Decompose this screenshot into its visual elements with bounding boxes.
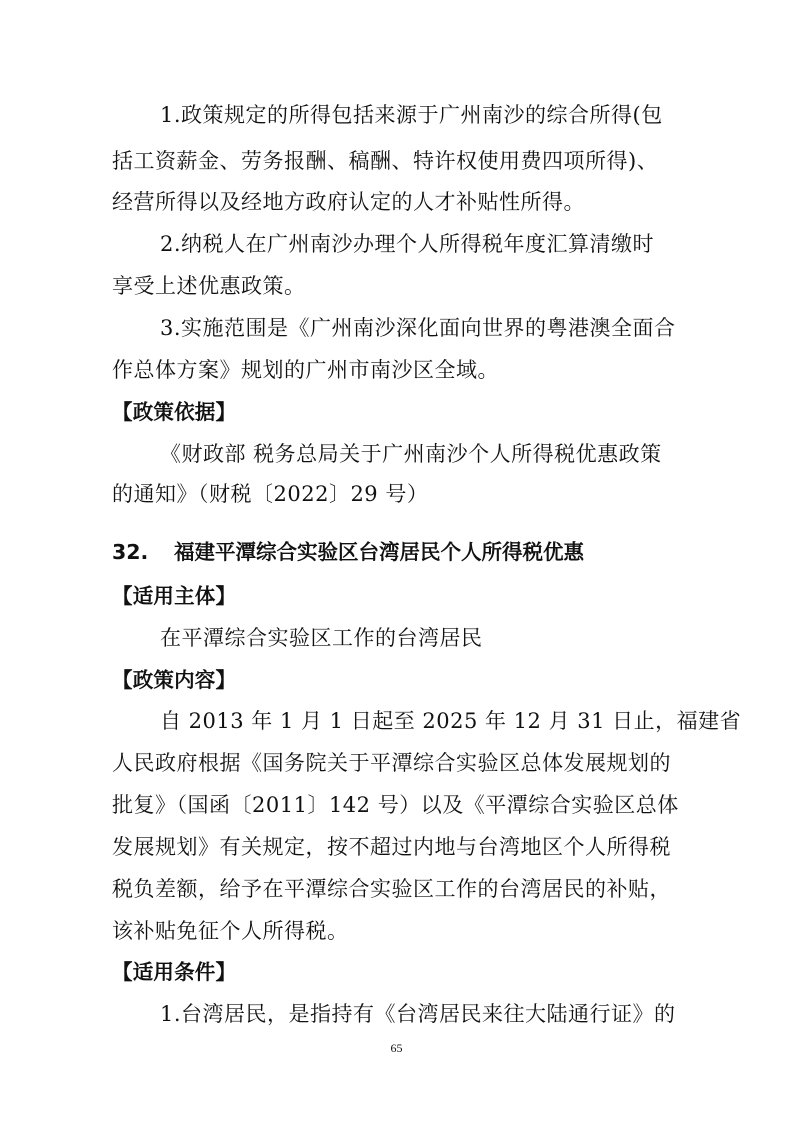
policy-item-3-line-2: 作总体方案》规划的广州市南沙区全域。 <box>112 358 499 382</box>
page-number: 65 <box>390 1041 403 1055</box>
policy-item-2-line-2: 享受上述优惠政策。 <box>112 274 306 298</box>
policy-item-2-line-1: 2.纳税人在广州南沙办理个人所得税年度汇算清缴时 <box>160 232 655 256</box>
basis-heading: 【政策依据】 <box>112 400 237 424</box>
content-line-2: 人民政府根据《国务院关于平潭综合实验区总体发展规划的 <box>112 751 671 775</box>
basis-line-2: 的通知》（财税〔2022〕29 号） <box>112 482 429 506</box>
conditions-heading: 【适用条件】 <box>112 960 237 984</box>
policy-item-1-line-2: 括工资薪金、劳务报酬、稿酬、特许权使用费四项所得)、 <box>112 149 659 173</box>
content-heading: 【政策内容】 <box>112 668 237 692</box>
section-32-title <box>112 538 584 566</box>
basis-line-1: 《财政部 税务总局关于广州南沙个人所得税优惠政策 <box>160 442 662 466</box>
conditions-line-1: 1.台湾居民，是指持有《台湾居民来往大陆通行证》的 <box>160 1002 676 1026</box>
policy-item-1-line-3: 经营所得以及经地方政府认定的人才补贴性所得。 <box>112 190 585 214</box>
policy-item-1-line-1: 1.政策规定的所得包括来源于广州南沙的综合所得(包 <box>160 103 663 127</box>
content-line-1: 自 2013 年 1 月 1 日起至 2025 年 12 月 31 日止，福建省 <box>160 709 742 733</box>
content-line-5: 税负差额，给予在平潭综合实验区工作的台湾居民的补贴， <box>112 877 671 901</box>
content-line-6: 该补贴免征个人所得税。 <box>112 919 349 943</box>
section-number: 32. <box>112 540 149 564</box>
subject-text: 在平潭综合实验区工作的台湾居民 <box>160 626 483 650</box>
content-line-4: 发展规划》有关规定，按不超过内地与台湾地区个人所得税 <box>112 835 671 859</box>
section-title-text: 福建平潭综合实验区台湾居民个人所得税优惠 <box>174 540 584 564</box>
policy-item-3-line-1: 3.实施范围是《广州南沙深化面向世界的粤港澳全面合 <box>160 316 676 340</box>
subject-heading: 【适用主体】 <box>112 584 237 608</box>
content-line-3: 批复》（国函〔2011〕142 号）以及《平潭综合实验区总体 <box>112 793 679 817</box>
